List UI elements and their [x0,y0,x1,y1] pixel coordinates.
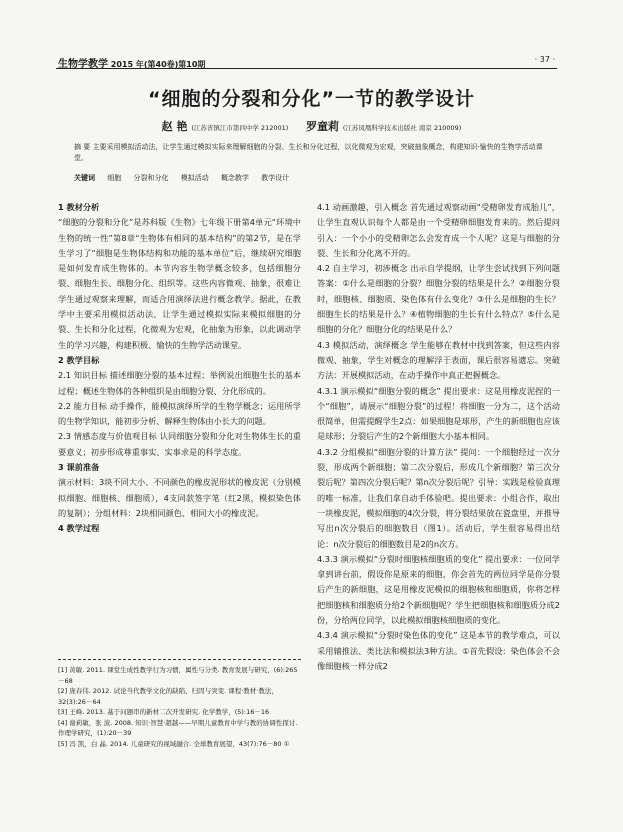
paragraph: 2.3 情感态度与价值观目标 认同细胞分裂和分化对生物体生长的重要意义；初步形成尊重事实、实事求是的科学态度。 [58,431,301,457]
paragraph: 4.3.4 演示模拟“分裂时染色体的变化” 这是本节的教学难点，可以采用辅推法、类比法和模拟法3种方法。①首先假设：染色体会不会像细胞核一样分成2 [317,630,560,671]
header-rule [56,68,557,69]
paragraph: 4.2 自主学习，初涉概念 出示自学提纲，让学生尝试找到下列问题答案：①什么是细胞的分裂？细胞分裂的结果是什么？②细胞分裂时，细胞核、细胞质、染色体有什么变化？③什么是细胞的生长？细胞生长的结果是什么？④植物细胞的生长有什么特点？⑤什么是细胞的分化？细胞分化的结果是什么？ [317,263,560,335]
keyword: 概念教学 [220,174,249,182]
keyword: 教学设计 [261,174,290,182]
paragraph: 演示材料：3块不同大小、不同颜色的橡皮泥形状的橡皮泥（分别模拟细胞、细胞核、细胞质），4支同款签字笔（红2黑，模拟染色体的复制）；分组材料：2块相同颜色、相同大小的橡皮泥。 [58,477,301,518]
section-heading: 2 教学目标 [58,354,100,365]
keyword: 细胞 [107,174,122,182]
paragraph: 4.3.1 演示模拟“细胞分裂的概念” 提出要求：这是用橡皮泥捏的一个“细胞”，请展示“细胞分裂”的过程！将细胞一分为二，这个活动很简单，但需提醒学生2点：如果细胞是球形，产生的新细胞也应该是球形；分裂后产生的2个新细胞大小基本相同。 [317,385,560,442]
keyword: 模拟活动 [180,174,209,182]
issue-info: 2015 年(第40卷)第10期 [110,60,206,69]
section-heading: 3 课前准备 [58,462,100,473]
abstract: 摘 要 主要采用模拟活动法，让学生通过模拟实际来理解细胞的分裂、生长和分化过程，以化微观为宏观，突破抽象概念，构建知识·愉快的生物学活动课堂。 [74,143,543,162]
paragraph: 4.3.2 分组模拟“细胞分裂的计算方法” 提问：一个细胞经过一次分裂，形成两个新细胞；第二次分裂后，形成几个新细胞？第三次分裂后呢？第四次分裂后呢？第n次分裂后呢？引导：实践是检验真理的唯一标准，让我们拿自动手体验吧。提出要求：小组合作，取出一块橡皮泥，模拟细胞的4次分裂，将分裂结果放在瓷盘里，并推导写出n次分裂后的细胞数目（图1）。活动后，学生很容易得出结论：n次分裂后的细胞数目是2的n次方。 [317,446,560,549]
references-divider [58,659,301,660]
section-heading: 4 教学过程 [58,523,100,534]
author-line [0,118,623,134]
keyword: 分裂和分化 [133,174,169,182]
right-column [317,200,560,674]
page-number: · 37 · [534,55,555,64]
reference-item: [2] 庞春伟. 2012. 试论当代教学文化的缺陷、归因与突变. 课程·教材·教法，32(3):26－64 [58,687,278,706]
paragraph: 4.3 模拟活动，演绎概念 学生能够在教材中找到答案，但这些内容微观、抽象，学生对概念的理解浮于表面，课后很容易遗忘。突破方法：开展模拟活动，在动手操作中真正把握概念。 [317,339,560,381]
reference-item: [3] 王峰. 2013. 基于问题串的新材二次开发研究. 化学教学，(5):16－16 [58,708,270,716]
keywords-label: 关键词 [74,174,95,182]
left-column [58,200,301,537]
keywords [74,173,553,183]
journal-name: 生物学教学 [58,59,108,70]
section-heading: 1 教材分析 [58,202,100,212]
paragraph: “细胞的分裂和分化”是苏科版《生物》七年级下册第4单元“环境中生物的统一性”第8章“生物体有相同的基本结构”的第2节，是在学生学习了“细胞是生物体结构和功能的基本单位”后，继续研究细胞是如何发育成生物体的。本节内容生物学概念较多，包括细胞分裂、细胞生长、细胞分化、组织等。这些内容微观、抽象，很难让学生通过观察来理解，而适合用演绎法进行概念教学。据此，在教学中主要采用模拟活动法，让学生通过模拟实际来模拟细胞的分裂、生长和分化过程，化微观为宏观，化抽象为形象，以此调动学生的学习兴趣，构建积极、愉快的生物学活动课堂。 [58,217,301,350]
references [58,665,301,749]
article-title: “细胞的分裂和分化”一节的教学设计 [148,88,475,110]
reference-item: [1] 黄敏. 2011. 课堂生成性教学行为习惯，属性与分类. 教育发展与研究，(6):265－68 [58,666,298,685]
paragraph: 4.1 动画激趣，引入概念 首先通过观察动画“受精卵发育成胎儿”，让学生直观认识每个人都是由一个受精卵细胞发育来的。然后提问引入：一个小小的受精卵怎么会发育成一个人呢？这是与细胞的分裂、生长和分化离不开的。 [317,202,560,258]
paragraph: 2.1 知识目标 描述细胞分裂的基本过程；举例说出细胞生长的基本过程；概述生物体的各种组织是由细胞分裂、分化形成的。 [58,370,301,396]
paragraph: 4.3.3 演示模拟“分裂时细胞核细胞质的变化” 提出要求：一位同学拿到讲台前，假设你是原来的细胞，你会首先的两位同学是你分裂后产生的新细胞，这是用橡皮泥模拟的细胞核和细胞质，你将怎样把细胞核和细胞质分给2个新细胞呢？学生把细胞核和细胞质分成2份，分给两位同学，以此模拟细胞核细胞质的变化。 [317,553,560,626]
author-name: 赵 艳 [161,120,188,133]
author-affiliation: (江苏省镇江市第四中学 212001) [191,124,289,132]
paragraph: 2.2 能力目标 动手操作，能模拟演绎所学的生物学概念；运用所学的生物学知识，能初步分析、解释生物体由小长大的问题。 [58,400,301,427]
reference-item: [4] 谢莉敏，张 波. 2008. 知识·智慧·超越——早期儿童教育中学与教的协调性探讨. 作理学研究，(1):20－39 [58,718,298,737]
author-affiliation: (江苏凤凰科学技术出版社 南京 210009) [342,124,462,132]
reference-item: [5] 冯 凯，白 晶. 2014. 儿童研究的视域融合. 全球教育展望，43(7):76－80 ① [58,739,290,748]
author-name: 罗童莉 [305,120,339,133]
